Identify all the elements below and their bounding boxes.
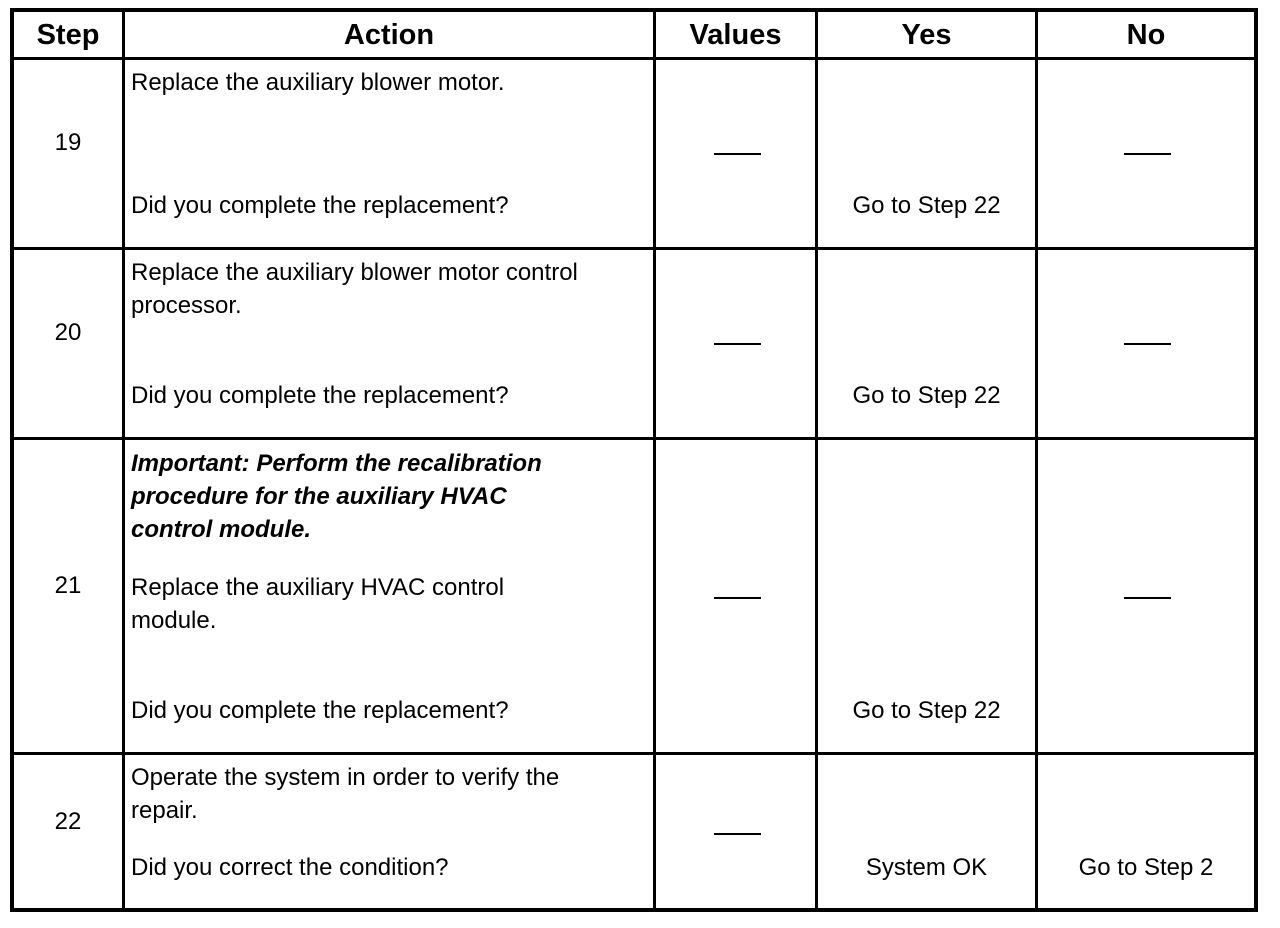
action-text: module. [131, 607, 217, 634]
important-note: Important: Perform the recalibration [131, 450, 542, 477]
header-values: Values [689, 19, 782, 51]
action-question: Did you complete the replacement? [131, 697, 509, 724]
row-divider [14, 752, 1254, 755]
action-text: Replace the auxiliary blower motor. [131, 69, 505, 96]
yes-result: System OK [865, 854, 988, 881]
column-divider [122, 12, 125, 908]
action-text: Replace the auxiliary HVAC control [131, 574, 505, 601]
column-divider [815, 12, 818, 908]
important-note: procedure for the auxiliary HVAC [131, 483, 507, 510]
yes-result: Go to Step 22 [852, 697, 1001, 724]
values-dash [714, 833, 761, 835]
no-dash [1124, 597, 1171, 599]
yes-result: Go to Step 22 [852, 192, 1001, 219]
action-question: Did you complete the replacement? [131, 192, 509, 219]
no-dash [1124, 343, 1171, 345]
step-number: 20 [54, 319, 82, 346]
step-number: 19 [54, 129, 82, 156]
no-result: Go to Step 2 [1078, 854, 1214, 881]
important-note: control module. [131, 516, 311, 543]
row-divider [14, 437, 1254, 440]
action-text: Operate the system in order to verify the [131, 764, 560, 791]
values-dash [714, 343, 761, 345]
column-divider [653, 12, 656, 908]
action-text: Replace the auxiliary blower motor control [131, 259, 578, 286]
action-text: repair. [131, 797, 198, 824]
header-no: No [1126, 19, 1166, 51]
action-text: processor. [131, 292, 242, 319]
header-step: Step [36, 19, 100, 51]
diagnostic-table [10, 8, 1258, 912]
header-yes: Yes [901, 19, 952, 51]
step-number: 21 [54, 572, 82, 599]
action-question: Did you correct the condition? [131, 854, 449, 881]
column-divider [1035, 12, 1038, 908]
yes-result: Go to Step 22 [852, 382, 1001, 409]
no-dash [1124, 153, 1171, 155]
values-dash [714, 597, 761, 599]
action-question: Did you complete the replacement? [131, 382, 509, 409]
header-action: Action [343, 19, 435, 51]
row-divider [14, 247, 1254, 250]
values-dash [714, 153, 761, 155]
step-number: 22 [54, 808, 82, 835]
